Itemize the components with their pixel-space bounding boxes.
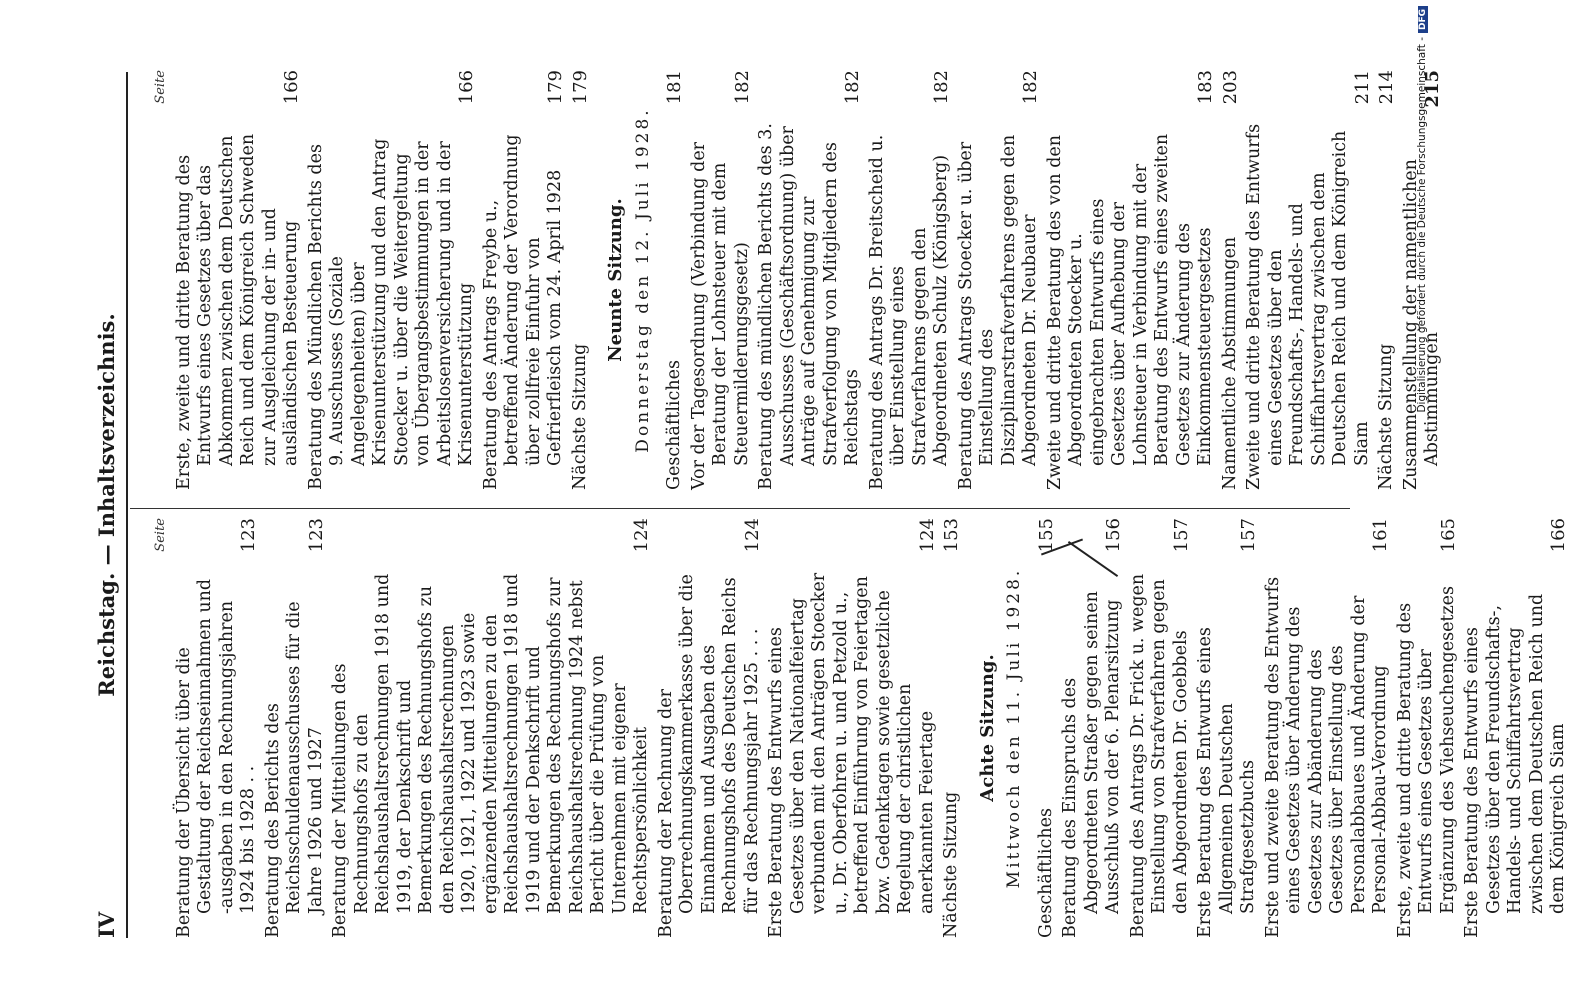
page-title: Reichstag. — Inhaltsverzeichnis. — [94, 313, 119, 697]
toc-entry-text: Beratung des Antrags Dr. Breitscheid u. über Einstellung eines Strafverfahrens gegen den Abgeordneten Schulz (Königsberg) — [866, 134, 951, 490]
toc-entry-page: 215 — [1422, 70, 1443, 108]
toc-entry — [481, 70, 567, 490]
toc-entry — [664, 70, 686, 490]
toc-entry-page: 203 — [1219, 70, 1241, 105]
toc-entry — [956, 70, 1042, 490]
toc-entry — [1376, 70, 1398, 490]
toc-entry-text: Beratung des Antrags Freybe u., betreffend Änderung der Verordnung über zollfreie Einfuhr von Gefrierfleisch vom 24. April 1928 — [480, 134, 565, 490]
header-rule — [126, 72, 128, 938]
toc-entry-page: 182 — [1020, 70, 1041, 105]
toc-entry-text: Beratung des mündlichen Berichts des 3. Ausschusses (Geschäftsordnung) über Anträge auf Genehmigung zur Strafverfolgung von Mitgliedern des Reichstags — [756, 123, 862, 490]
toc-entry — [1036, 518, 1058, 938]
toc-entry — [1045, 70, 1217, 490]
dfg-logo: DFG — [1418, 6, 1428, 33]
toc-entry-text: Zusammenstellung der namentlichen Abstimmungen — [1400, 159, 1442, 490]
toc-entry-page: 182 — [731, 70, 753, 105]
toc-entry-page: 179 — [569, 70, 591, 105]
toc-entry-text: Erste und zweite Beratung des Entwurfs eines Gesetzes über Änderung des Gesetzes zur Abänderung des Gesetzes über Einstellung des Personalabbaues und Änderung der Personal-Abbau-Verordnung — [1262, 576, 1390, 938]
toc-entry-text: Nächste Sitzung — [569, 343, 590, 490]
toc-entry-text: Zweite und dritte Beratung des Entwurfs eines Gesetzes über den Freundschafts-, Handels- und Schiffahrtsvertrag zwischen dem Deutschen Reich und dem Königreich Siam — [1244, 123, 1372, 490]
toc-entry-page: 124 — [916, 518, 938, 553]
toc-entry-text: Beratung des Antrags Stoecker u. über Einstellung des Disziplinarstrafverfahrens gegen den Abgeordneten Dr. Neubauer — [955, 134, 1040, 490]
toc-entry-page: 153 — [941, 518, 962, 553]
toc-entry-text: Beratung der Mitteilungen des Rechnungshofs zu den Reichshaushaltsrechnungen 1918 und 1919, der Denkschrift und Bemerkungen des Rechnungshofs zu den Reichshaushaltsrechnungen 1920, 1921, 1922 und 1923 sowie ergänzenden Mitteilungen zu den Reichshaushaltsrechnungen 1918 und 1919 und der Denkschrift und Bemerkungen des Rechnungshofs zur Reichshaushaltsrechnung 1924 nebst Bericht über die Prüfung von Unternehmen mit eigener Rechtspersönlichkeit — [330, 573, 651, 938]
toc-entry-text: Vor der Tagesordnung (Verbindung der Beratung der Lohnsteuer mit dem Steuermilderungsgesetz) — [688, 141, 752, 490]
toc-entry-page: 157 — [1170, 518, 1192, 553]
credit-text: Digitalisierung gefördert durch die Deutsche Forschungsgemeinschaft - — [1416, 37, 1428, 413]
page-header — [88, 72, 128, 938]
toc-entry-page: 181 — [664, 70, 685, 105]
session-date: Mittwoch den 11. Juli 1928. — [1004, 567, 1024, 889]
page-number: IV — [94, 911, 119, 938]
toc-entry — [330, 518, 653, 938]
toc-entry-text: Beratung des Berichts des Reichsschuldenausschusses für die Jahre 1926 und 1927 — [262, 601, 326, 938]
toc-entry — [1462, 518, 1570, 938]
toc-entry-page: 211 — [1351, 70, 1373, 105]
toc-entry — [656, 518, 764, 938]
toc-list — [174, 518, 963, 938]
toc-entry-text: Erste Beratung des Entwurfs eines Gesetzes über den Nationalfeiertag verbunden mit den Anträgen Stoecker u., Dr. Oberfohren u. und Petzold u., betreffend Einführung von Feiertagen bzw. Gedenktagen sowie gesetzliche Regelung der christlichen anerkannten Feiertage — [766, 572, 937, 938]
toc-entry — [174, 70, 303, 490]
toc-entry-page: 166 — [281, 70, 302, 105]
toc-entry-text: Nächste Sitzung — [941, 791, 961, 938]
toc-entry-text: Zweite und dritte Beratung des von den Abgeordneten Stoecker u. eingebrachten Entwurfs eines Gesetzes über Aufhebung der Lohnsteuer in Verbindung mit der Beratung des Entwurfs eines zweiten Gesetzes zur Änderung des Einkommensteuergesetzes — [1044, 133, 1215, 490]
column-divider — [130, 508, 1350, 509]
seite-label: Seite — [153, 70, 168, 104]
toc-entry-page: 124 — [631, 518, 652, 553]
toc-entry-page: 179 — [545, 70, 566, 105]
toc-entry-text: Erste Beratung des Entwurfs eines Allgemeinen Deutschen Strafgesetzbuchs — [1195, 627, 1258, 938]
toc-entry — [756, 70, 864, 490]
toc-entry-page: 214 — [1376, 70, 1397, 105]
toc-entry-text: Geschäftliches — [664, 360, 684, 490]
seite-label: Seite — [153, 518, 168, 552]
toc-entry-page: 165 — [1437, 518, 1459, 553]
toc-list — [174, 70, 592, 490]
toc-entry — [263, 518, 328, 938]
toc-entry-page: 166 — [1548, 518, 1569, 553]
toc-entry — [766, 518, 938, 938]
toc-entry — [689, 70, 754, 490]
toc-entry — [1128, 518, 1193, 938]
toc-list — [664, 70, 1444, 490]
toc-entry-page: 155 — [1035, 518, 1057, 553]
toc-entry-page: 123 — [305, 518, 327, 553]
toc-entry-text: Geschäftliches — [1035, 808, 1056, 938]
toc-entry — [1244, 70, 1373, 490]
toc-entry-page: 123 — [238, 518, 259, 553]
session-title: Neunte Sitzung. — [605, 198, 626, 362]
toc-entry-text: Namentliche Abstimmungen — [1219, 236, 1240, 490]
toc-entry-page: 161 — [1370, 518, 1391, 553]
toc-list — [1036, 518, 1570, 938]
toc-entry — [1220, 70, 1242, 490]
session-date: Donnerstag den 12. Juli 1928. — [632, 107, 653, 453]
toc-entry-page: 166 — [456, 70, 477, 105]
toc-entry-page: 157 — [1238, 518, 1259, 553]
session-title: Achte Sitzung. — [976, 654, 998, 802]
toc-entry — [1060, 518, 1125, 938]
toc-entry-text: Beratung des Antrags Dr. Frick u. wegen Einstellung von Strafverfahren gegen den Abgeordneten Dr. Goebbels — [1127, 573, 1191, 938]
toc-entry — [867, 70, 953, 490]
toc-entry-text: Erste, zweite und dritte Beratung des Entwurfs eines Gesetzes über das Abkommen zwischen dem Deutschen Reich und dem Königreich Schweden zur Ausgleichung der in- und ausländischen Besteuerung — [173, 133, 301, 490]
toc-entry-text: Beratung des Einspruchs des Abgeordneten Straßer gegen seinen Ausschluß von der 6. Plenarsitzung — [1060, 591, 1123, 938]
toc-entry — [1263, 518, 1392, 938]
toc-entry — [306, 70, 478, 490]
toc-entry — [174, 518, 260, 938]
toc-entry-page: 124 — [741, 518, 763, 553]
toc-entry-text: Beratung des Mündlichen Berichts des 9. Ausschusses (Soziale Angelegenheiten) über Krisenunterstützung und den Antrag Stoecker u. über die Weitergeltung von Übergangsbestimmungen in der Arbeitslosenversicherung und in der Krisenunterstützung — [305, 138, 476, 490]
toc-entry-page: 183 — [1195, 70, 1216, 105]
right-column — [150, 70, 1447, 490]
left-column — [150, 518, 1573, 938]
toc-entry-text: Beratung der Übersicht über die Gestaltung der Reichseinnahmen und -ausgaben in den Rechnungsjahren 1924 bis 1928 . . — [173, 578, 258, 938]
toc-entry-text: Nächste Sitzung — [1376, 343, 1396, 490]
toc-entry-text: Erste Beratung des Entwurfs eines Gesetzes über den Freundschafts-, Handels- und Schiffahrtsvertrag zwischen dem Deutschen Reich und dem Königreich Siam — [1462, 593, 1568, 938]
toc-entry-page: 156 — [1103, 518, 1124, 553]
toc-entry-page: 182 — [842, 70, 863, 105]
toc-entry-text: Beratung der Rechnung der Oberrechnungskammerkasse über die Einnahmen und Ausgaben des Rechnungshofs des Deutschen Reichs für das Rechnungsjahr 1925 . . . — [655, 574, 762, 938]
toc-entry-text: Erste, zweite und dritte Beratung des Entwurfs eines Gesetzes über Ergänzung des Viehseuchengesetzes — [1394, 585, 1458, 938]
toc-entry-page: 182 — [931, 70, 952, 105]
digitization-credit — [1416, 6, 1430, 994]
toc-entry — [570, 70, 592, 490]
toc-entry — [941, 518, 963, 938]
toc-entry — [1195, 518, 1260, 938]
